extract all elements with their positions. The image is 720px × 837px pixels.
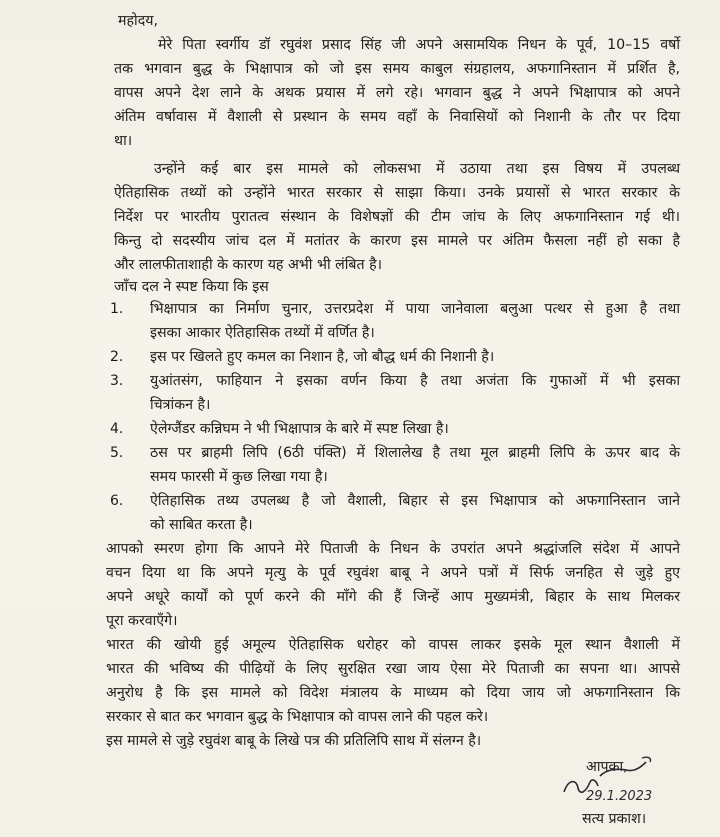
para2-line3: निर्देश पर भारतीय पुरातत्व संस्थान के विशेषज्ञों की टीम जांच के लिए अफगानिस्तान गई थी। <box>114 209 680 225</box>
sender-name: सत्य प्रकाश। <box>582 811 647 827</box>
finding-2-number: 2. <box>110 349 124 365</box>
finding-1-number: 1. <box>110 301 124 317</box>
finding-3-number: 3. <box>110 373 124 389</box>
para3-line2: वचन दिया था कि अपने मृत्यु के पूर्व रघुवंश बाबू ने अपने पत्रों में सिर्फ जनहित से जुड़े हुए <box>106 565 680 581</box>
closing: आपका, <box>586 759 628 775</box>
para4-line3: अनुरोध है कि इस मामले को विदेश मंत्रालय के माध्यम को दिया जाय जो अफगानिस्तान कि <box>106 685 680 701</box>
para4-line2: भारत की भविष्य की पीढ़ियों के लिए सुरक्षित रखा जाय ऐसा मेरे पिताजी का सपना था। आपसे <box>106 661 680 677</box>
para2-line2: ऐतिहासिक तथ्यों को उन्होंने भारत सरकार से साझा किया। उनके प्रयासों से भारत सरकार के <box>114 185 680 201</box>
para3-line1: आपको स्मरण होगा कि आपने मेरे पिताजी के निधन के उपरांत अपने श्रद्धांजलि संदेश में आपने <box>106 541 680 557</box>
findings-intro: जाँच दल ने स्पष्ट किया कि इस <box>114 279 269 295</box>
finding-6-line1: ऐतिहासिक तथ्य उपलब्ध है जो वैशाली, बिहार से इस भिक्षापात्र को अफगानिस्तान जाने <box>150 493 680 509</box>
para1-line2: तक भगवान बुद्ध के भिक्षापात्र को जो इस समय काबुल संग्रहालय, अफगानिस्तान में प्रर्शित है, <box>114 61 680 77</box>
para2-line4: किन्तु दो सदस्यीय जांच दल में मतांतर के कारण इस मामले पर अंतिम फैसला नहीं हो सका है <box>114 233 680 249</box>
finding-1-line2: इसका आकार ऐतिहासिक तथ्यों में वर्णित है। <box>150 325 375 341</box>
salutation: महोदय, <box>118 13 158 28</box>
finding-3-line2: चित्रांकन है। <box>150 397 211 413</box>
para1-line4: अंतिम वर्षावास में वैशाली से प्रस्थान के समय वहाँ के निवासियों को निशानी के तौर पर दिया <box>114 109 680 125</box>
finding-2-line1: इस पर खिलते हुए कमल का निशान है, जो बौद्ध धर्म की निशानी है। <box>150 349 495 365</box>
finding-4-line1: ऐलेग्जैंडर कन्निघम ने भी भिक्षापात्र के बारे में स्पष्ट लिखा है। <box>150 421 449 437</box>
finding-3-line1: युआंतसंग, फाहियान ने इसका वर्णन किया है तथा अजंता कि गुफाओं में भी इसका <box>150 373 680 389</box>
finding-1-line1: भिक्षापात्र का निर्माण चुनार, उत्तरप्रदेश में पाया जानेवाला बलुआ पत्थर से हुआ है तथा <box>150 301 680 317</box>
finding-6-number: 6. <box>110 493 124 509</box>
para4-line4: सरकार से बात कर भगवान बुद्ध के भिक्षापात्र को वापस लाने की पहल करे। <box>106 709 489 725</box>
finding-5-line2: समय फारसी में कुछ लिखा गया है। <box>150 469 328 485</box>
signature-date: 29.1.2023 <box>586 789 653 804</box>
finding-5-number: 5. <box>110 445 124 461</box>
handwritten-signature <box>556 752 676 808</box>
para3-line4: पूरा करवाएँगे। <box>106 613 178 629</box>
para1-line3: वापस अपने देश लाने के अथक प्रयास में लगे रहे। भगवान बुद्ध ने अपने भिक्षापात्र को अपने <box>114 85 680 101</box>
finding-4-number: 4. <box>110 421 124 437</box>
para1-line1: मेरे पिता स्वर्गीय डॉ रघुवंश प्रसाद सिंह जी अपने असामयिक निधन के पूर्व, 10–15 वर्षो <box>158 37 680 53</box>
para2-line1: उन्होंने कई बार इस मामले को लोकसभा में उठाया तथा इस विषय में उपलब्ध <box>154 161 680 177</box>
para2-line5: और लालफीताशाही के कारण यह अभी भी लंबित है। <box>114 257 383 273</box>
para4-line5: इस मामले से जुड़े रघुवंश बाबू के लिखे पत्र की प्रतिलिपि साथ में संलग्न है। <box>106 733 482 749</box>
para1-line5: था। <box>114 133 133 149</box>
finding-5-line1: ठस पर ब्राहमी लिपि (6ठी पंक्ति) में शिलालेख है तथा मूल ब्राहमी लिपि के ऊपर बाद के <box>150 445 680 461</box>
para4-line1: भारत की खोयी हुई अमूल्य ऐतिहासिक धरोहर को वापस लाकर इसके मूल स्थान वैशाली में <box>106 637 680 653</box>
para3-line3: अपने अधूरे कार्यों को पूर्ण करने की माँगे की हैं जिन्हें आप मुख्यमंत्री, बिहार के साथ मिलकर <box>106 589 680 605</box>
finding-6-line2: को साबित करता है। <box>150 517 253 533</box>
